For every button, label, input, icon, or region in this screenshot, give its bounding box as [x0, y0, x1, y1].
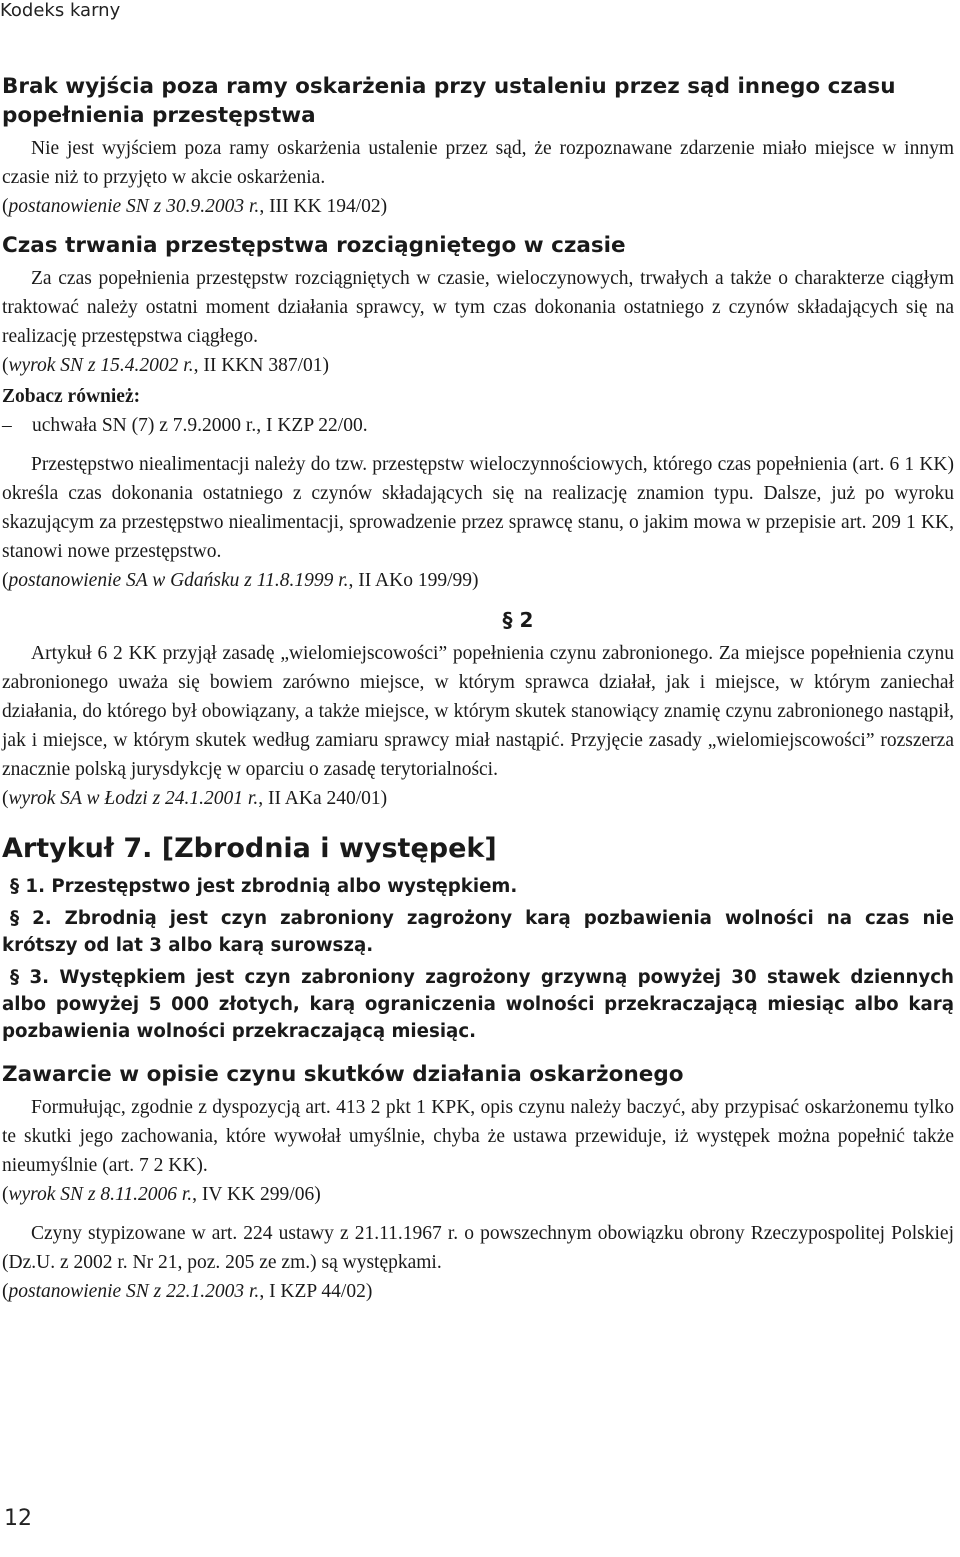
citation: (wyrok SA w Łodzi z 24.1.2001 r., II AKa 240/01) — [2, 788, 388, 809]
citation: (wyrok SN z 15.4.2002 r., II KKN 387/01) — [2, 355, 329, 376]
paragraph: Za czas popełnienia przestępstw rozciągniętych w czasie, wieloczynowych, trwałych a także o charakterze ciągłym traktować należy ostatni moment działania sprawcy, w tym czas dokonania ostatniego z czynów składających się na realizację przestępstwa ciągłego. — [2, 268, 954, 347]
paragraph: Nie jest wyjściem poza ramy oskarżenia ustalenie przez sąd, że rozpoznawane zdarzenie miało miejsce w innym czasie niż to przyjęto w akcie oskarżenia. — [2, 138, 954, 188]
running-header: Kodeks karny — [0, 0, 121, 21]
paragraph: Formułując, zgodnie z dyspozycją art. 413 2 pkt 1 KPK, opis czynu należy baczyć, aby przypisać oskarżonemu tylko te skutki jego zachowania, które wywołał umyślnie, chyba że ustawa przewiduje, iż występek można popełnić także nieumyślnie (art. 7 2 KK). — [2, 1097, 954, 1176]
article-paragraph: § 3. Występkiem jest czyn zabroniony zagrożony grzywną powyżej 30 stawek dziennych albo powyżej 5 000 złotych, karą ograniczenia wolności przekraczającą miesiąc albo karą pozbawienia wolności przekraczającą miesiąc. — [2, 967, 954, 1042]
citation: (postanowienie SA w Gdańsku z 11.8.1999 r., II AKo 199/99) — [2, 570, 479, 591]
page-content — [2, 72, 954, 1306]
citation: (wyrok SN z 8.11.2006 r., IV KK 299/06) — [2, 1184, 321, 1205]
paragraph: Przestępstwo niealimentacji należy do tzw. przestępstw wieloczynnościowych, którego czas popełnienia (art. 6 1 KK) określa czas dokonania ostatniego z czynów składających się na realizację znamion typu. Dalsze, już po wyroku skazującym za przestępstwo niealimentacji, sprowadzenie przez sprawcę stanu, o jakim mowa w przepisie art. 209 1 KK, stanowi nowe przestępstwo. — [2, 454, 954, 562]
see-also-label: Zobacz również: — [2, 386, 141, 407]
article-paragraph: § 1. Przestępstwo jest zbrodnią albo występkiem. — [10, 876, 518, 897]
paragraph-mark: § 2 — [502, 608, 534, 632]
paragraph: Artykuł 6 2 KK przyjął zasadę „wielomiejscowości” popełnienia czynu zabronionego. Za miejsce popełnienia czynu zabronionego uważa się bowiem zarówno miejsce, w którym sprawca działał, jak i miejsce, w którym zaniechał działania, do którego był obowiązany, a także miejsce, w którym skutek stanowiący znamię czynu zabronionego nastąpił, jak i miejsce, w którym skutek według zamiaru sprawcy miał nastąpić. Przyjęcie zasady „wielomiejscowości” rozszerza znacznie polską jurysdykcję w oparciu o zasadę terytorialności. — [2, 643, 954, 780]
citation: (postanowienie SN z 30.9.2003 r., III KK 194/02) — [2, 196, 388, 217]
article-paragraph: § 2. Zbrodnią jest czyn zabroniony zagrożony karą pozbawienia wolności na czas nie krótszy od lat 3 albo karą surowszą. — [2, 908, 954, 956]
section-heading: Brak wyjścia poza ramy oskarżenia przy ustaleniu przez sąd innego czasu popełnienia przestępstwa — [2, 74, 896, 128]
section-heading: Czas trwania przestępstwa rozciągniętego w czasie — [2, 233, 626, 258]
page-number: 12 — [4, 1506, 32, 1531]
paragraph: Czyny stypizowane w art. 224 ustawy z 21.11.1967 r. o powszechnym obowiązku obrony Rzeczypospolitej Polskiej (Dz.U. z 2002 r. Nr 21, poz. 205 ze zm.) są występkami. — [2, 1223, 954, 1273]
section-heading: Zawarcie w opisie czynu skutków działania oskarżonego — [2, 1062, 684, 1087]
article-title: Artykuł 7. [Zbrodnia i występek] — [2, 833, 497, 864]
see-also-item: – uchwała SN (7) z 7.9.2000 r., I KZP 22/00. — [2, 415, 368, 436]
citation: (postanowienie SN z 22.1.2003 r., I KZP 44/02) — [2, 1281, 373, 1302]
